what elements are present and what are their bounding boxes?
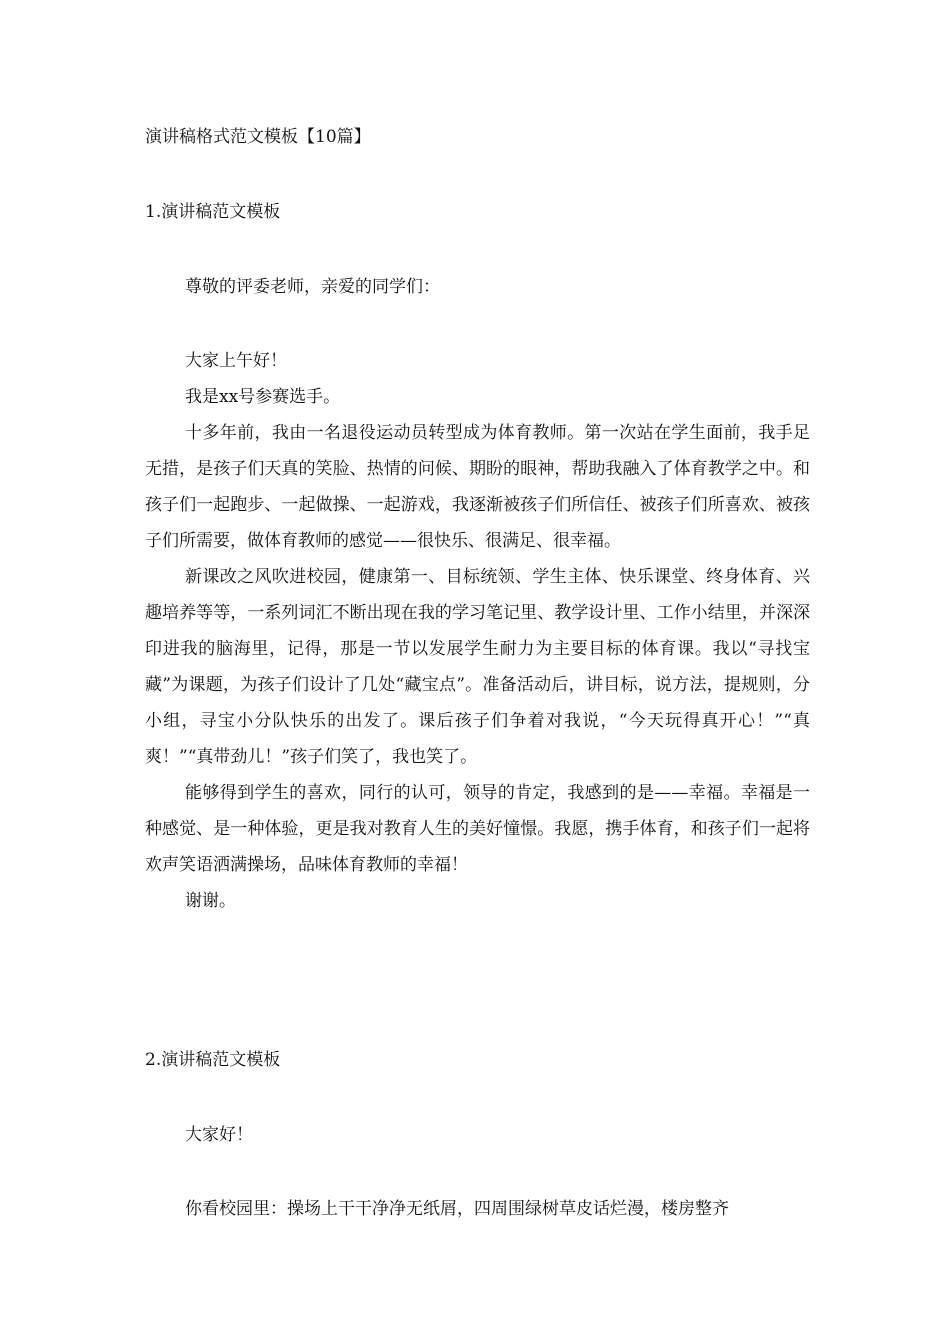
paragraph: 大家上午好！ [185,351,287,371]
document-title: 演讲稿格式范文模板【10篇】 [145,127,371,147]
paragraph: 我是xx号参赛选手。 [185,387,341,407]
section-2-heading: 2.演讲稿范文模板 [145,1050,281,1070]
section-1-salutation: 尊敬的评委老师，亲爱的同学们： [185,277,440,297]
section-1-heading: 1.演讲稿范文模板 [145,202,281,222]
paragraph: 谢谢。 [185,891,236,911]
section-1-body [145,343,810,919]
section-2-first-line: 你看校园里：操场上干干净净无纸屑，四周围绿树草皮话烂漫，楼房整齐 [185,1199,729,1219]
paragraph: 新课改之风吹进校园，健康第一、目标统领、学生主体、快乐课堂、终身体育、兴趣培养等等，一系列词汇不断出现在我的学习笔记里、教学设计里、工作小结里，并深深印进我的脑海里，记得，那是一节以发展学生耐力为主要目标的体育课。我以“寻找宝藏”为课题，为孩子们设计了几处“藏宝点”。准备活动后，讲目标，说方法，提规则，分小组，寻宝小分队快乐的出发了。课后孩子们争着对我说，“今天玩得真开心！”“真爽！”“真带劲儿！”孩子们笑了，我也笑了。 [145,567,810,767]
section-2-salutation: 大家好！ [185,1125,253,1145]
paragraph: 十多年前，我由一名退役运动员转型成为体育教师。第一次站在学生面前，我手足无措，是孩子们天真的笑脸、热情的问候、期盼的眼神，帮助我融入了体育教学之中。和孩子们一起跑步、一起做操、一起游戏，我逐渐被孩子们所信任、被孩子们所喜欢、被孩子们所需要，做体育教师的感觉——很快乐、很满足、很幸福。 [145,423,810,551]
paragraph: 能够得到学生的喜欢，同行的认可，领导的肯定，我感到的是——幸福。幸福是一种感觉、是一种体验，更是我对教育人生的美好憧憬。我愿，携手体育，和孩子们一起将欢声笑语洒满操场，品味体育教师的幸福！ [145,783,810,875]
